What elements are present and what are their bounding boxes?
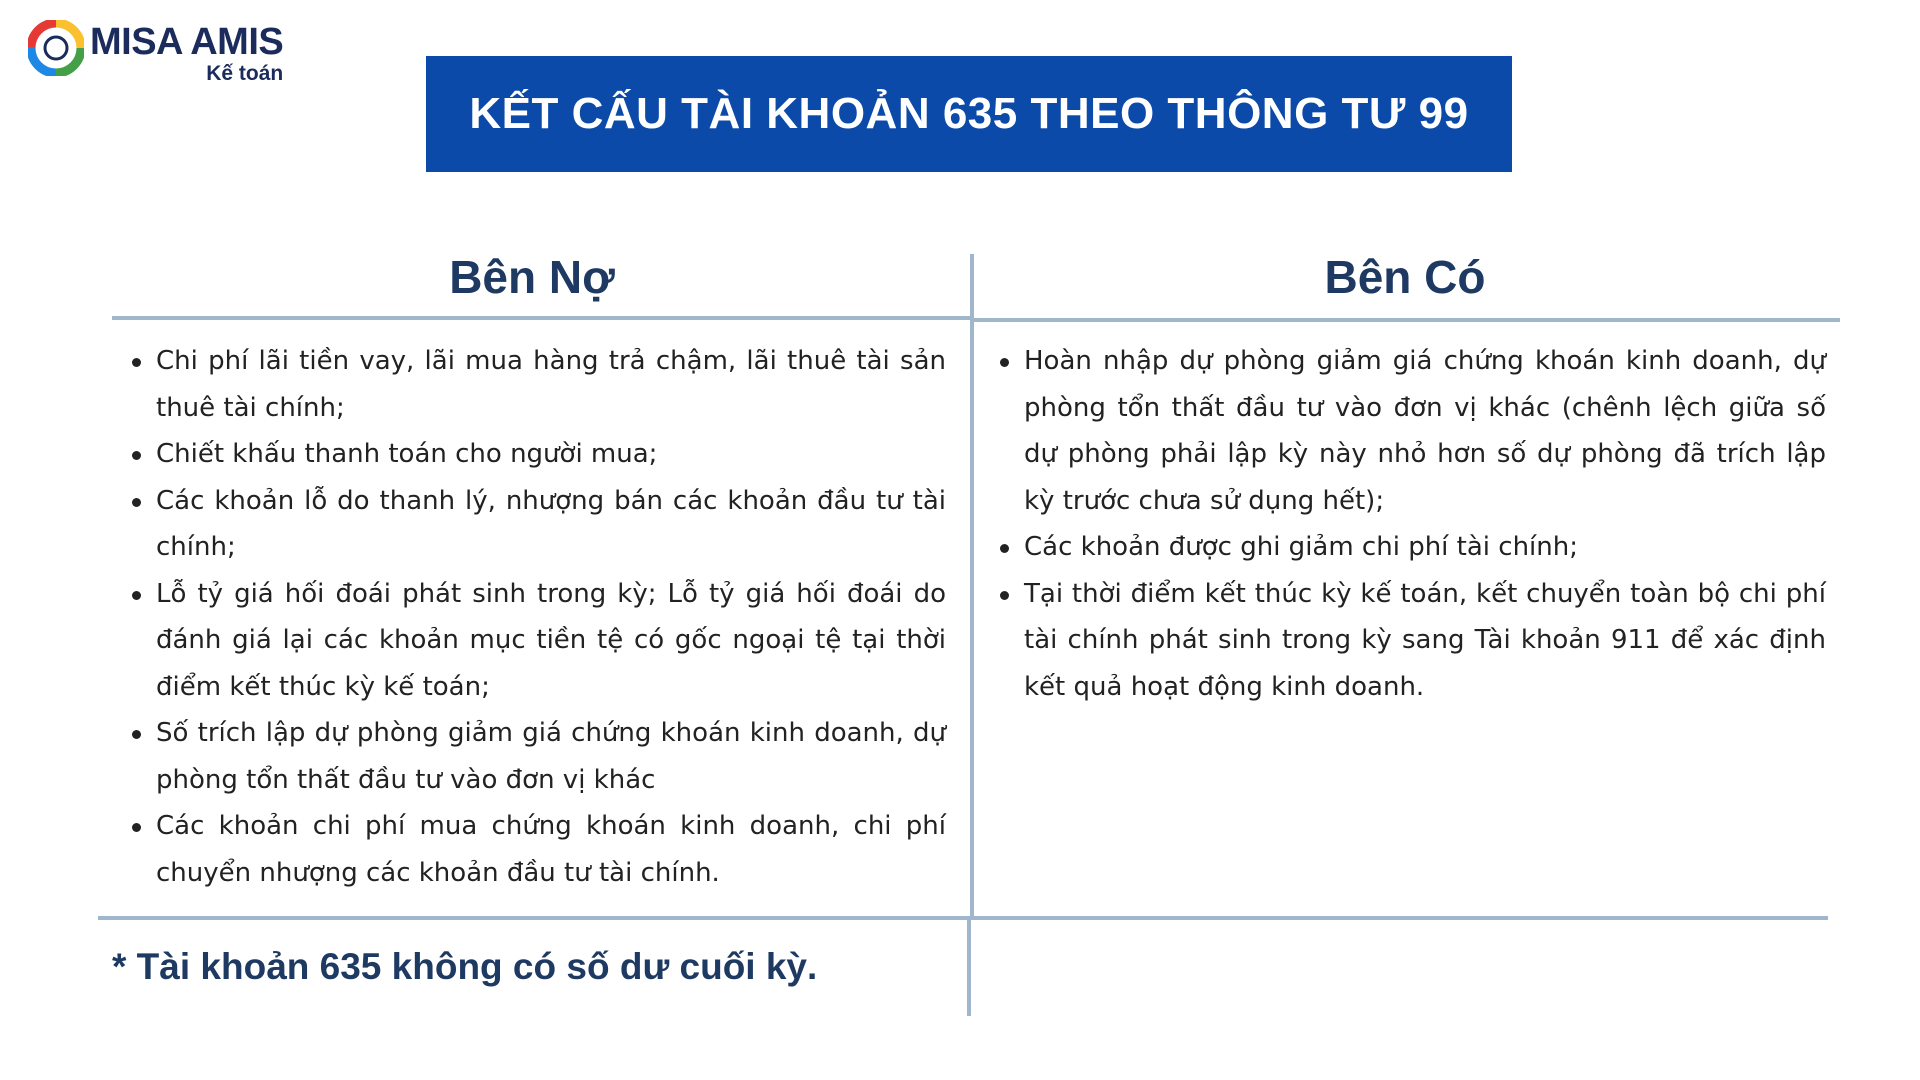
- debit-item: Lỗ tỷ giá hối đoái phát sinh trong kỳ; Lỗ tỷ giá hối đoái do đánh giá lại các khoản mục tiền tệ có gốc ngoại tệ tại thời điểm kết thúc kỳ kế toán;: [128, 571, 946, 711]
- credit-heading: Bên Có: [1324, 251, 1486, 303]
- debit-item: Các khoản lỗ do thanh lý, nhượng bán các khoản đầu tư tài chính;: [128, 478, 946, 571]
- credit-item: Hoàn nhập dự phòng giảm giá chứng khoán kinh doanh, dự phòng tổn thất đầu tư vào đơn vị khác (chênh lệch giữa số dự phòng phải lập kỳ này nhỏ hơn số dự phòng đã trích lập kỳ trước chưa sử dụng hết);: [996, 338, 1826, 524]
- header-divider-right: [973, 318, 1840, 322]
- footer-divider: [98, 916, 1828, 920]
- debit-list: [128, 338, 946, 896]
- column-divider-footer: [967, 918, 971, 1016]
- header-divider-left: [112, 316, 970, 320]
- debit-item: Các khoản chi phí mua chứng khoán kinh doanh, chi phí chuyển nhượng các khoản đầu tư tài chính.: [128, 803, 946, 896]
- page-title: KẾT CẤU TÀI KHOẢN 635 THEO THÔNG TƯ 99: [469, 89, 1469, 138]
- footnote: * Tài khoản 635 không có số dư cuối kỳ.: [112, 946, 818, 987]
- logo-sub-text: Kế toán: [206, 62, 284, 85]
- debit-heading: Bên Nợ: [449, 251, 615, 303]
- credit-list: [996, 338, 1826, 710]
- debit-item: Chi phí lãi tiền vay, lãi mua hàng trả chậm, lãi thuê tài sản thuê tài chính;: [128, 338, 946, 431]
- credit-item: Các khoản được ghi giảm chi phí tài chính;: [996, 524, 1826, 571]
- misa-amis-logo: [28, 20, 283, 86]
- column-divider: [970, 254, 974, 918]
- debit-item: Số trích lập dự phòng giảm giá chứng khoán kinh doanh, dự phòng tổn thất đầu tư vào đơn vị khác: [128, 710, 946, 803]
- credit-item: Tại thời điểm kết thúc kỳ kế toán, kết chuyển toàn bộ chi phí tài chính phát sinh trong kỳ sang Tài khoản 911 để xác định kết quả hoạt động kinh doanh.: [996, 571, 1826, 711]
- misa-logo-icon: [28, 20, 84, 76]
- debit-item: Chiết khấu thanh toán cho người mua;: [128, 431, 946, 478]
- title-banner: [426, 56, 1512, 172]
- logo-brand-text: MISA AMIS: [90, 21, 284, 63]
